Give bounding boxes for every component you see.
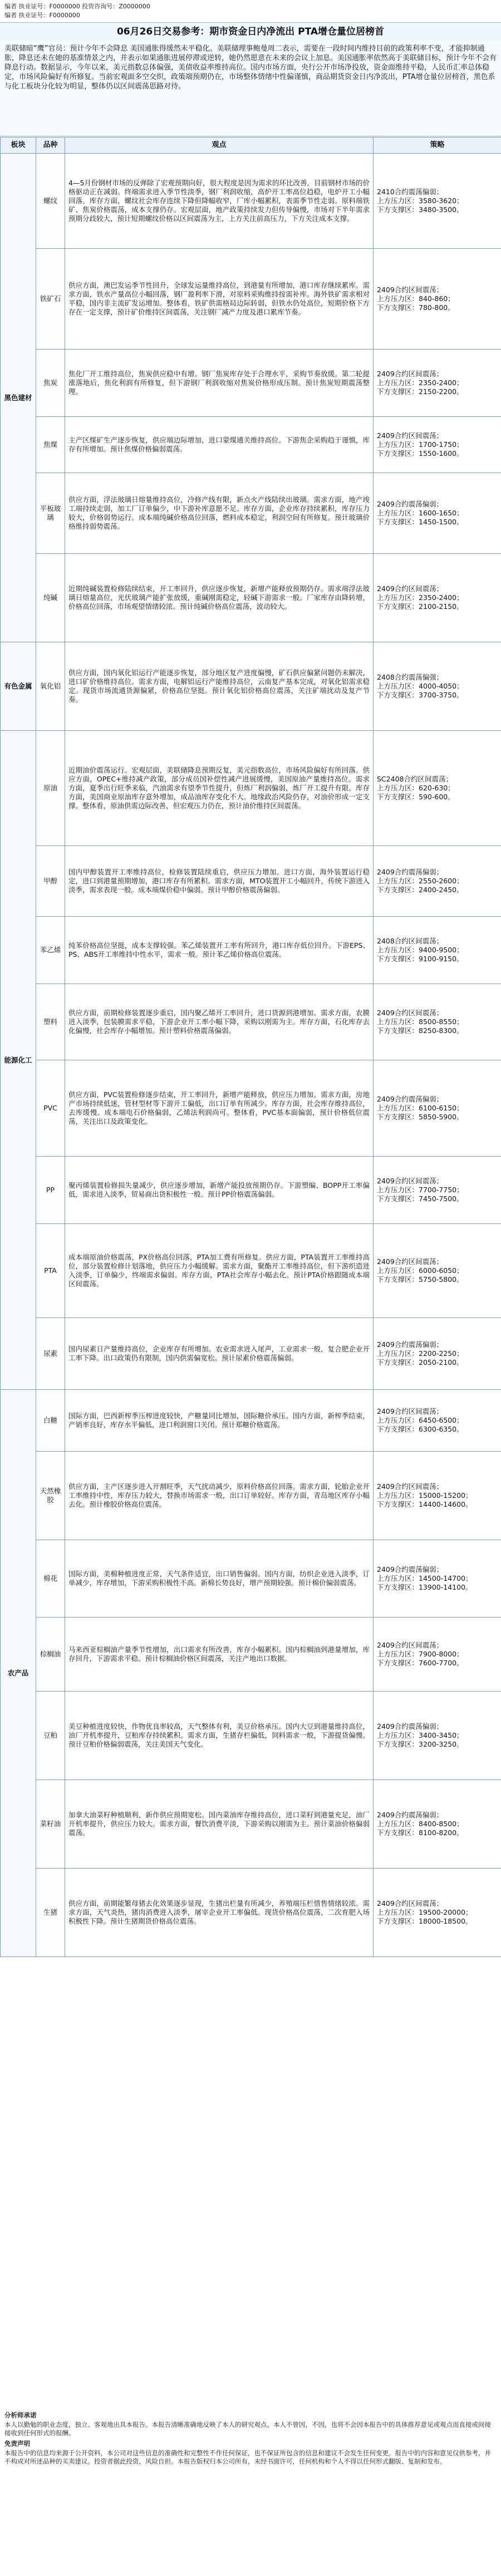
table-row bbox=[1, 1060, 501, 1157]
strategy-cell: 2409合约区间震荡； 上方压力区：15000-15200； 下方支撑区：14400-14600。 bbox=[374, 1452, 501, 1540]
strategy-cell: 2409合约区间震荡； 上方压力区：2350-2400； 下方支撑区：2150-2200。 bbox=[374, 350, 501, 417]
strategy-cell: 2409合约震荡偏弱； 上方压力区：14500-14700； 下方支撑区：13900-14100。 bbox=[374, 1540, 501, 1618]
table-row bbox=[1, 731, 501, 846]
table-row bbox=[1, 917, 501, 984]
strategy-cell: 2410合约震荡偏弱； 上方压力区：3580-3620； 下方支撑区：3480-3500。 bbox=[374, 154, 501, 249]
variety-cell: 氧化铝 bbox=[36, 642, 65, 731]
report-header bbox=[0, 0, 501, 22]
variety-cell: PTA bbox=[36, 1224, 65, 1318]
view-cell: 国际方面，巴西新榨季压榨进度较快，产糖量同比增加，国际糖价承压。国内方面，新榨季结束，产销率良好，库存水平偏低，进口利润窗口关闭。预计郑糖价格震荡。 bbox=[65, 1390, 374, 1452]
table-row bbox=[1, 1540, 501, 1618]
variety-cell: 塑料 bbox=[36, 984, 65, 1060]
strategy-cell: 2409合约震荡偏弱； 上方压力区：2200-2250； 下方支撑区：2050-2100。 bbox=[374, 1318, 501, 1390]
disclaimer-text: 本报告中的信息均来源于公开资料，本公司对这些信息的准确性和完整性不作任何保证，也不保证所包含的信息和建议不会发生任何变更。报告中的内容和意见仅供参考，并不构成对所述品种的买卖建议。投资者据此投资，风险自担。本报告版权归本公司所有，未经书面许可，任何机构和个人不得以任何形式翻版、复制和发布。 bbox=[4, 2449, 491, 2465]
view-cell: 聚丙烯装置检修损失量减少，供应逐步增加，新增产能投放预期仍存。下游塑编、BOPP开工率偏低，需求进入淡季，贸易商出货积极性一般。预计PP价格震荡偏弱。 bbox=[65, 1157, 374, 1224]
view-cell: 供应方面，PVC装置检修逐步结束，开工率回升，新增产能释放，供应压力增加。需求方面，房地产市场持续低迷，管材型材等下游开工偏低，出口订单有所减少。库存方面，社会库存维持高位，去库缓慢。成本端电石价格偏弱，乙烯法利润尚可。整体看，PVC基本面偏弱，预计价格低位震荡，关注出口及政策变化。 bbox=[65, 1060, 374, 1157]
variety-cell: 螺纹 bbox=[36, 154, 65, 249]
variety-cell: 棉花 bbox=[36, 1540, 65, 1618]
table-row bbox=[1, 642, 501, 731]
table-row bbox=[1, 1780, 501, 1869]
view-cell: 供应方面，澳巴发运季节性回升，全球发运量维持高位，到港量有所增加，港口库存继续累库。需求方面，铁水产量高位小幅回落，钢厂盈利率下滑，对原料采购维持按需补库。海外铁矿需求相对平稳，国内非主流矿发运增加。整体看，铁矿供需格局边际转弱，但铁水仍处高位，短期价格下方存在一定支撑，预计矿价维持区间震荡，关注钢厂减产力度及港口累库节奏。 bbox=[65, 249, 374, 350]
variety-cell: 生猪 bbox=[36, 1869, 65, 1957]
variety-cell: 平板玻璃 bbox=[36, 473, 65, 554]
header-view: 观点 bbox=[65, 137, 374, 154]
variety-cell: 焦煤 bbox=[36, 417, 65, 473]
view-cell: 供应方面，国内氧化铝运行产能逐步恢复，部分地区复产进度偏慢，矿石供应偏紧问题仍未解决，进口矿价格维持高位。需求方面，电解铝运行产能维持高位，云南复产基本完成，对氧化铝需求稳定。现货市场流通货源偏紧，价格高位坚挺。预计氧化铝价格高位震荡，关注矿端扰动及复产节奏。 bbox=[65, 642, 374, 731]
view-cell: 供应方面，前期能繁母猪去化效果逐步显现，生猪出栏量有所减少，养殖端压栏惜售情绪较浓。需求方面，天气炎热，猪肉消费进入淡季，屠宰企业开工率偏低。现货价格高位震荡，二次育肥入场积极性下降。预计生猪期货价格高位震荡。 bbox=[65, 1869, 374, 1957]
variety-cell: 菜籽油 bbox=[36, 1780, 65, 1869]
header-line-1: 编者 执业证号：F0000000 投资咨询号：Z0000000 bbox=[4, 3, 150, 10]
view-cell: 国际方面，美棉种植进度正常，天气条件适宜，出口销售偏弱。国内方面，纺织企业进入淡季，订单减少，库存增加，下游采购积极性不高。新棉长势良好，增产预期较强。预计棉价偏弱震荡。 bbox=[65, 1540, 374, 1618]
table-row bbox=[1, 249, 501, 350]
intro-paragraph: 美联储暗“鹰”官员：预计今年不会降息 美国通胀得缓然未平稳化。美联储理事鲍曼周二表示，需要在一段时间内维持目前的政策利率不变，才能抑制通胀，降息还未在她的基准情景之内，并表示如果通胀进展停滞或逆转，她仍然愿意在未来的会议上加息。美国通胀率依然高于美联储目标，预计今年不会有降息行动。数据显示，今年以来，美元指数总体偏强，美债收益率维持高位。国内市场方面，央行公开市场净投放，资金面维持平稳，人民币汇率总体稳定，市场风险偏好有所修复。当前宏观面多空交织，政策端预期仍在，市场整体情绪中性偏谨慎，商品期货资金日内净流出，PTA增仓量位居榜首，黑色系与化工板块分化较为明显，整体仍以区间震荡思路对待。 bbox=[0, 41, 501, 136]
variety-cell: 尿素 bbox=[36, 1318, 65, 1390]
table-row bbox=[1, 554, 501, 642]
table-row bbox=[1, 1318, 501, 1390]
variety-cell: 白糖 bbox=[36, 1390, 65, 1452]
variety-cell: 纯碱 bbox=[36, 554, 65, 642]
sector-cell: 农产品 bbox=[1, 1390, 36, 1957]
variety-cell: 甲醇 bbox=[36, 846, 65, 917]
view-cell: 纯苯价格高位坚挺，成本支撑较强。苯乙烯装置开工率有所回升，港口库存低位回升。下游EPS、PS、ABS开工率维持中性水平，需求一般。预计苯乙烯价格高位震荡。 bbox=[65, 917, 374, 984]
strategy-cell: 2409合约震荡偏弱； 上方压力区：2550-2600； 下方支撑区：2400-2450。 bbox=[374, 846, 501, 917]
variety-cell: 铁矿石 bbox=[36, 249, 65, 350]
view-cell: 加拿大油菜籽种植顺利，新作供应预期宽松。国内菜油库存维持高位，进口菜籽到港量充足，油厂开机率提升，供应压力较大。需求方面，餐饮消费平淡，下游采购以刚需为主。预计菜油价格偏弱震荡。 bbox=[65, 1780, 374, 1869]
view-cell: 国内尿素日产量维持高位，企业库存有所增加。农业需求进入尾声，工业需求一般，复合肥企业开工率下降。出口政策仍有限制，国内供需偏宽松。预计尿素价格震荡偏弱。 bbox=[65, 1318, 374, 1390]
variety-cell: 棕榈油 bbox=[36, 1618, 65, 1692]
variety-cell: 天然橡胶 bbox=[36, 1452, 65, 1540]
strategy-cell: 2408合约震荡偏强； 上方压力区：4000-4050； 下方支撑区：3700-3750。 bbox=[374, 642, 501, 731]
strategy-cell: 2409合约区间震荡； 上方压力区：7900-8000； 下方支撑区：7600-7700。 bbox=[374, 1618, 501, 1692]
sector-cell: 黑色建材 bbox=[1, 154, 36, 642]
table-row bbox=[1, 1390, 501, 1452]
strategy-cell: 2409合约震荡偏弱； 上方压力区：1600-1650； 下方支撑区：1450-1500。 bbox=[374, 473, 501, 554]
strategy-cell: 2409合约震荡偏弱； 上方压力区：3400-3450； 下方支撑区：3200-3250。 bbox=[374, 1692, 501, 1780]
header-strategy: 策略 bbox=[374, 137, 501, 154]
view-cell: 成本端原油价格震荡，PX价格高位回落，PTA加工费有所修复。供应方面，PTA装置开工率维持高位，部分装置检修计划落地，供应压力小幅缓解。需求方面，聚酯开工率维持高位，但下游织造进入淡季，订单偏少，终端需求偏弱。库存方面，PTA社会库存小幅去化。预计PTA价格跟随成本端区间震荡。 bbox=[65, 1224, 374, 1318]
header-sector: 板块 bbox=[1, 137, 36, 154]
strategy-cell: 2409合约区间震荡； 上方压力区：19500-20000； 下方支撑区：18000-18500。 bbox=[374, 1869, 501, 1957]
table-row bbox=[1, 1869, 501, 1957]
strategy-cell: 2408合约区间震荡； 上方压力区：9400-9500； 下方支撑区：9100-9150。 bbox=[374, 917, 501, 984]
view-cell: 马来西亚棕榈油产量季节性增加，出口需求有所改善，库存小幅累积。国内棕榈油到港量增加，库存回升，下游需求平稳。预计棕榈油价格区间震荡，关注产地出口数据。 bbox=[65, 1618, 374, 1692]
strategy-cell: 2409合约区间震荡； 上方压力区：6450-6500； 下方支撑区：6300-6350。 bbox=[374, 1390, 501, 1452]
header-line-2: 编者 执业证号：F0000000 bbox=[4, 12, 80, 19]
view-cell: 焦化厂开工维持高位，焦炭供应稳中有增。钢厂焦炭库存处于合理水平，采购节奏放缓。第二轮提涨落地后，焦化利润有所修复，但下游钢厂利润收缩对焦炭价格形成压制。预计焦炭短期震荡整理。 bbox=[65, 350, 374, 417]
variety-cell: 焦炭 bbox=[36, 350, 65, 417]
table-row bbox=[1, 473, 501, 554]
table-row bbox=[1, 154, 501, 249]
strategy-table bbox=[0, 137, 501, 1957]
table-row bbox=[1, 350, 501, 417]
sector-cell: 能源化工 bbox=[1, 731, 36, 1390]
strategy-cell: 2409合约区间震荡； 上方压力区：7700-7750； 下方支撑区：7450-7500。 bbox=[374, 1157, 501, 1224]
view-cell: 供应方面，前期检修装置逐步重启，国内聚乙烯开工率回升，进口货源到港增加。需求方面，农膜进入淡季，包装膜需求平稳，下游企业开工率小幅下降，采购以刚需为主。库存方面，石化库存去化偏慢，社会库存小幅增加。预计塑料价格震荡偏弱。 bbox=[65, 984, 374, 1060]
variety-cell: 豆粕 bbox=[36, 1692, 65, 1780]
view-cell: 近期纯碱装置检修陆续结束，开工率回升，供应逐步恢复，新增产能释放预期仍存。需求端浮法玻璃日熔量高位，光伏玻璃产能扩张放缓，重碱刚需稳定，轻碱下游需求一般。厂家库存由降转增，价格高位回落，市场观望情绪较浓。预计纯碱价格高位震荡，波动较大。 bbox=[65, 554, 374, 642]
table-row bbox=[1, 984, 501, 1060]
sector-cell: 有色金属 bbox=[1, 642, 36, 731]
variety-cell: 苯乙烯 bbox=[36, 917, 65, 984]
variety-cell: 原油 bbox=[36, 731, 65, 846]
view-cell: 供应方面，主产区逐步进入开割旺季，天气扰动减少，原料价格高位回落。需求方面，轮胎企业开工率维持中性，库存压力较大，替换市场需求一般，出口订单较好。库存方面，青岛地区库存小幅去化。预计橡胶价格高位震荡。 bbox=[65, 1452, 374, 1540]
table-row bbox=[1, 1618, 501, 1692]
table-row bbox=[1, 1224, 501, 1318]
strategy-cell: SC2408合约区间震荡； 上方压力区：620-630； 下方支撑区：590-600。 bbox=[374, 731, 501, 846]
view-cell: 4—5月份钢材市场的反弹除了宏观预期向好，很大程度是因为需求的环比改善，目前钢材市场的价格驱动正在减弱。终端需求进入季节性淡季，钢厂利润收缩，高炉开工率高位趋稳，电炉开工小幅回落。库存方面，螺纹社会库存连续下降但降幅收窄，厂库小幅累积，表需季节性走弱。原料端铁矿、焦炭价格震荡，成本支撑仍存。宏观层面，地产政策持续发力但传导偏慢，市场对下半年需求预期分歧较大，预计短期螺纹价格以区间震荡为主，上方关注前高压力，下方关注成本支撑。 bbox=[65, 154, 374, 249]
table-row bbox=[1, 1157, 501, 1224]
analyst-commitment-title: 分析师承诺 bbox=[4, 2411, 37, 2419]
view-cell: 美豆种植进度较快，作物优良率较高，天气整体有利，美豆价格承压。国内大豆到港量维持高位，油厂开机率提升，豆粕库存持续累积。需求方面，生猪存栏偏低，饲料需求一般，下游提货偏慢。预计豆粕价格偏弱震荡，关注美国天气变化。 bbox=[65, 1692, 374, 1780]
table-row bbox=[1, 1692, 501, 1780]
variety-cell: PVC bbox=[36, 1060, 65, 1157]
disclaimer-title: 免责声明 bbox=[4, 2440, 30, 2447]
strategy-cell: 2409合约区间震荡； 上方压力区：2350-2400； 下方支撑区：2100-2150。 bbox=[374, 554, 501, 642]
strategy-cell: 2409合约震荡偏弱； 上方压力区：6100-6150； 下方支撑区：5850-5900。 bbox=[374, 1060, 501, 1157]
report-title: 06月26日交易参考：期市资金日内净流出 PTA增仓量位居榜首 bbox=[0, 22, 501, 41]
analyst-commitment-text: 本人以勤勉的职业态度，独立、客观地出具本报告。本报告清晰准确地反映了本人的研究观点。本人不曾因，不因，也将不会因本报告中的具体推荐意见或观点而直接或间接接收到任何形式的报酬。 bbox=[4, 2421, 491, 2437]
table-row bbox=[1, 1452, 501, 1540]
table-header-row bbox=[1, 137, 501, 154]
view-cell: 国内甲醇装置开工率维持高位，检修装置陆续重启，供应压力增加。进口方面，海外装置运行稳定，进口到港量预期增加，港口库存有所累积。需求方面，MTO装置开工小幅回升，传统下游进入淡季，需求表现一般。成本端煤价稳中偏弱。预计甲醇价格震荡偏弱。 bbox=[65, 846, 374, 917]
view-cell: 近期油价震荡运行。宏观层面，美联储降息预期反复，美元指数高位，市场风险偏好有所回落。供应方面，OPEC+维持减产政策，部分成员国补偿性减产进展缓慢，美国原油产量维持高位。需求方面，夏季出行旺季来临，汽油需求有望季节性提升，但炼厂利润偏弱，炼厂开工提升有限。库存方面，美国商业原油库存意外增加，成品油库存变化不大。地缘政治风险仍存，对油价形成一定支撑。整体看，原油供需边际改善，但宏观压力仍在，预计油价维持区间震荡。 bbox=[65, 731, 374, 846]
table-row bbox=[1, 846, 501, 917]
strategy-cell: 2409合约区间震荡； 上方压力区：840-860； 下方支撑区：780-800。 bbox=[374, 249, 501, 350]
strategy-cell: 2409合约震荡偏弱； 上方压力区：8400-8500； 下方支撑区：8100-8200。 bbox=[374, 1780, 501, 1869]
view-cell: 供应方面，浮法玻璃日熔量维持高位，冷修产线有限，新点火产线陆续出玻璃。需求方面，地产竣工端持续走弱，加工厂订单偏少，中下游补库意愿不足。库存方面，企业库存持续累积，库存压力较大，价格弱势运行。成本端纯碱价格高位回落，燃料成本稳定，利润空间有所修复。预计玻璃价格维持弱势震荡。 bbox=[65, 473, 374, 554]
header-variety: 品种 bbox=[36, 137, 65, 154]
variety-cell: PP bbox=[36, 1157, 65, 1224]
view-cell: 主产区煤矿生产逐步恢复，供应端边际增加，进口蒙煤通关维持高位。下游焦企采购趋于谨慎，库存有所增加。预计焦煤价格偏弱震荡。 bbox=[65, 417, 374, 473]
strategy-cell: 2409合约区间震荡； 上方压力区：6000-6050； 下方支撑区：5750-5800。 bbox=[374, 1224, 501, 1318]
strategy-cell: 2409合约区间震荡； 上方压力区：1700-1750； 下方支撑区：1550-1600。 bbox=[374, 417, 501, 473]
table-row bbox=[1, 417, 501, 473]
disclaimer-section bbox=[0, 2408, 501, 2576]
strategy-cell: 2409合约区间震荡； 上方压力区：8500-8550； 下方支撑区：8250-8300。 bbox=[374, 984, 501, 1060]
